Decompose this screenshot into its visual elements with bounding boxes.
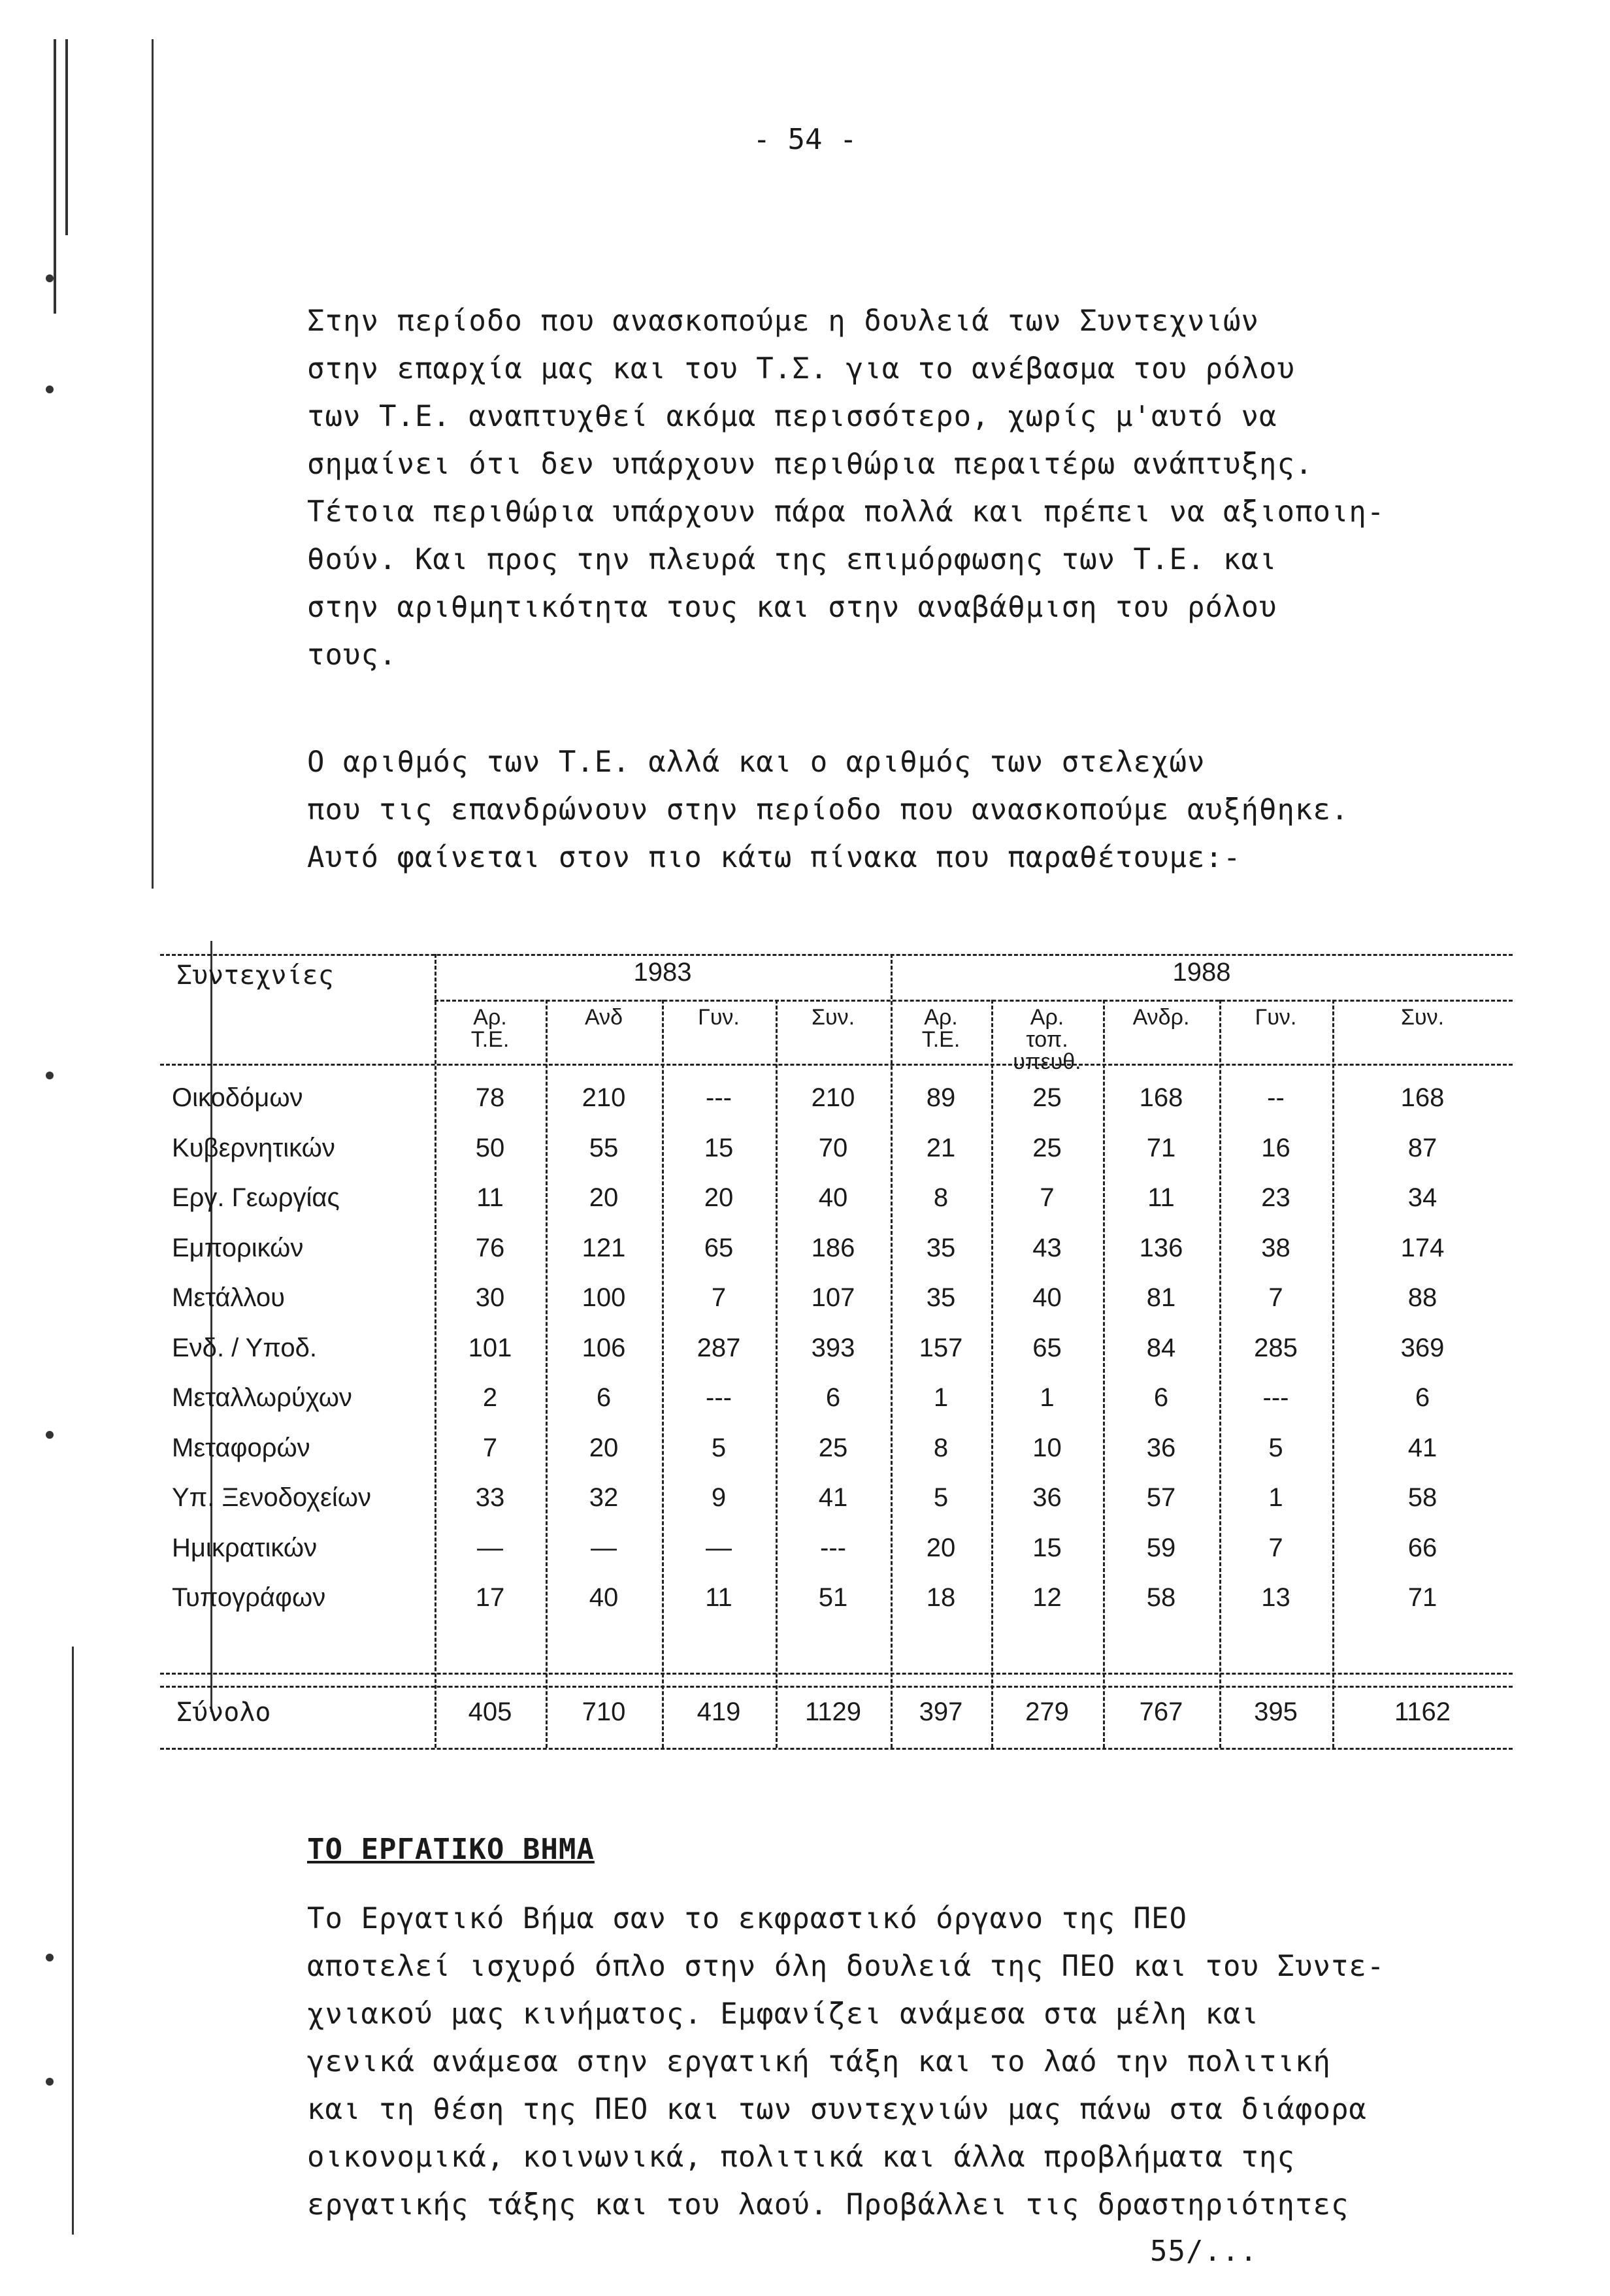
table-cell: 25: [1032, 1083, 1062, 1112]
continuation-marker: 55/...: [1150, 2235, 1258, 2268]
table-cell: 20: [926, 1533, 956, 1562]
table-cell: 101: [468, 1333, 512, 1362]
table-cell: 285: [1254, 1333, 1298, 1362]
table-cell: 8: [933, 1433, 949, 1462]
table-cell: 58: [1146, 1583, 1176, 1612]
table-cell: 57: [1146, 1483, 1176, 1512]
margin-binder-dot: [46, 1954, 54, 1961]
total-cell: 419: [697, 1697, 741, 1726]
year-1983-header: 1983: [633, 958, 692, 987]
table-cell: 7: [1268, 1283, 1283, 1312]
column-header: Αρ. τοπ. υπευθ.: [1013, 1005, 1081, 1074]
table-cell: 107: [811, 1283, 855, 1312]
table-cell: 11: [705, 1583, 732, 1612]
total-cell: 279: [1025, 1697, 1069, 1726]
table-cell: 59: [1146, 1533, 1176, 1562]
table-rule: [160, 1064, 1513, 1066]
table-cell: 40: [1032, 1283, 1062, 1312]
total-cell: 395: [1254, 1697, 1298, 1726]
column-header: Συν.: [1400, 1005, 1445, 1030]
table-rule: [160, 1673, 1513, 1675]
row-label: Μεταφορών: [172, 1433, 310, 1462]
table-cell: 65: [1032, 1333, 1062, 1362]
table-cell: 43: [1032, 1233, 1062, 1262]
table-rule: [160, 1686, 1513, 1688]
table-cell: 7: [482, 1433, 498, 1462]
table-cell: —: [591, 1533, 617, 1562]
column-header: Γυν.: [698, 1005, 740, 1030]
column-header: Συν.: [811, 1005, 855, 1030]
table-cell: 7: [711, 1283, 727, 1312]
table-cell: ---: [706, 1383, 732, 1412]
table-cell: 12: [1032, 1583, 1062, 1612]
table-cell: 186: [811, 1233, 855, 1262]
row-label: Μεταλλωρύχων: [172, 1383, 352, 1412]
table-cell: 2: [482, 1383, 498, 1412]
table-cell: —: [706, 1533, 732, 1562]
table-cell: 32: [589, 1483, 619, 1512]
table-cell: 5: [711, 1433, 727, 1462]
total-cell: 1162: [1394, 1697, 1451, 1726]
table-cell: 40: [818, 1183, 848, 1212]
table-cell: 70: [818, 1133, 848, 1162]
row-label: Υπ. Ξενοδοχείων: [172, 1483, 371, 1512]
table-cell: 15: [704, 1133, 734, 1162]
table-cell: 1: [1268, 1483, 1283, 1512]
table-cell: 5: [1268, 1433, 1283, 1462]
table-cell: 71: [1407, 1583, 1438, 1612]
table-cell: 8: [933, 1183, 949, 1212]
table-cell: —: [477, 1533, 503, 1562]
table-cell: 393: [811, 1333, 855, 1362]
table-cell: 35: [926, 1233, 956, 1262]
table-cell: 17: [475, 1583, 505, 1612]
total-cell: 767: [1139, 1697, 1183, 1726]
table-cell: 66: [1407, 1533, 1438, 1562]
table-cell: 25: [1032, 1133, 1062, 1162]
table-cell: 35: [926, 1283, 956, 1312]
table-rule: [160, 954, 1513, 956]
table-cell: 13: [1261, 1583, 1290, 1612]
page-number: - 54 -: [753, 123, 857, 156]
column-header: Αρ. Τ.Ε.: [470, 1005, 510, 1052]
table-cell: 1: [1040, 1383, 1055, 1412]
table-cell: 76: [475, 1233, 505, 1262]
table-cell: 6: [596, 1383, 612, 1412]
table-cell: 38: [1261, 1233, 1290, 1262]
table-cell: 81: [1146, 1283, 1176, 1312]
margin-binder-dot: [46, 385, 54, 393]
table-cell: 287: [697, 1333, 741, 1362]
table-cell: ---: [706, 1083, 732, 1112]
table-cell: 6: [1415, 1383, 1430, 1412]
table-cell: 6: [825, 1383, 841, 1412]
table-cell: 36: [1146, 1433, 1176, 1462]
unions-table: [160, 941, 1513, 1754]
table-cell: 89: [926, 1083, 956, 1112]
table-cell: 58: [1407, 1483, 1438, 1512]
table-cell: 106: [582, 1333, 626, 1362]
total-row-label: Σύνολο: [176, 1697, 271, 1728]
column-header: Ανδρ.: [1132, 1005, 1190, 1030]
row-label: Εμπορικών: [172, 1233, 304, 1262]
table-cell: 21: [926, 1133, 956, 1162]
column-header: Ανδ: [585, 1005, 623, 1030]
table-cell: --: [1267, 1083, 1285, 1112]
table-cell: ---: [820, 1533, 846, 1562]
table-cell: 1: [933, 1383, 949, 1412]
table-cell: 20: [704, 1183, 734, 1212]
table-cell: 210: [582, 1083, 626, 1112]
table-cell: 25: [818, 1433, 848, 1462]
table-cell: 87: [1407, 1133, 1438, 1162]
row-label: Οικοδόμων: [172, 1083, 303, 1112]
margin-binder-dot: [46, 274, 54, 282]
table-cell: 168: [1139, 1083, 1183, 1112]
table-cell: 11: [1147, 1183, 1175, 1212]
table-cell: 84: [1146, 1333, 1176, 1362]
column-header: Γυν.: [1255, 1005, 1297, 1030]
margin-binder-dot: [46, 1072, 54, 1079]
table-cell: 210: [811, 1083, 855, 1112]
table-cell: 23: [1261, 1183, 1290, 1212]
table-cell: 16: [1261, 1133, 1290, 1162]
table-cell: 30: [475, 1283, 505, 1312]
section-paragraph: Το Εργατικό Βήμα σαν το εκφραστικό όργανο της ΠΕΟ αποτελεί ισχυρό όπλο στην όλη δουλειά της ΠΕΟ και του Συντε- χνιακού μας κινήματος. Εμφανίζει ανάμεσα στα μέλη και γενικά ανάμεσα στην εργατική τάξη και το λαό την πολιτική και τη θέση της ΠΕΟ και των συντεχνιών μας πάνω στα διάφορα οικονομικά, κοινωνικά, πολιτικά και άλλα προβλήματα της εργατικής τάξης και του λαού. Προβάλλει τις δραστηριότητες: [307, 1902, 1385, 2222]
table-cell: 18: [926, 1583, 956, 1612]
year-1988-header: 1988: [1172, 958, 1231, 987]
table-cell: 78: [475, 1083, 505, 1112]
total-cell: 397: [919, 1697, 963, 1726]
table-cell: 36: [1032, 1483, 1062, 1512]
table-cell: 88: [1407, 1283, 1438, 1312]
margin-binder-line: [152, 39, 154, 889]
table-cell: 41: [1407, 1433, 1438, 1462]
table-cell: 15: [1032, 1533, 1062, 1562]
table-cell: 9: [711, 1483, 727, 1512]
row-label: Κυβερνητικών: [172, 1133, 335, 1162]
row-label: Ενδ. / Υποδ.: [172, 1333, 318, 1362]
table-cell: 7: [1040, 1183, 1055, 1212]
total-cell: 405: [468, 1697, 512, 1726]
margin-binder-line: [72, 1647, 74, 2235]
table-intro-paragraph: Ο αριθμός των Τ.Ε. αλλά και ο αριθμός των στελεχών που τις επανδρώνουν στην περίοδο που ανασκοπούμε αυξήθηκε. Αυτό φαίνεται στον πιο κάτω πίνακα που παραθέτουμε:-: [307, 746, 1349, 874]
table-cell: 10: [1032, 1433, 1062, 1462]
row-label: Τυπογράφων: [172, 1583, 326, 1612]
table-cell: 157: [919, 1333, 963, 1362]
margin-binder-dot: [46, 2078, 54, 2086]
table-rule: [435, 1000, 1513, 1002]
table-corner-label: Συντεχνίες: [176, 960, 334, 991]
table-cell: 71: [1146, 1133, 1176, 1162]
table-cell: 121: [582, 1233, 626, 1262]
table-cell: 55: [589, 1133, 619, 1162]
table-cell: 33: [475, 1483, 505, 1512]
table-cell: 40: [589, 1583, 619, 1612]
table-cell: 369: [1400, 1333, 1445, 1362]
table-cell: ---: [1262, 1383, 1289, 1412]
table-cell: 5: [933, 1483, 949, 1512]
table-cell: 7: [1268, 1533, 1283, 1562]
total-cell: 710: [582, 1697, 626, 1726]
row-label: Εργ. Γεωργίας: [172, 1183, 340, 1212]
table-cell: 11: [476, 1183, 504, 1212]
table-cell: 34: [1407, 1183, 1438, 1212]
margin-binder-line: [54, 39, 56, 314]
section-title: ΤΟ ΕΡΓΑΤΙΚΟ ΒΗΜΑ: [307, 1833, 595, 1866]
table-cell: 65: [704, 1233, 734, 1262]
table-cell: 100: [582, 1283, 626, 1312]
table-cell: 51: [818, 1583, 848, 1612]
table-cell: 136: [1139, 1233, 1183, 1262]
table-cell: 174: [1400, 1233, 1445, 1262]
total-cell: 1129: [804, 1697, 861, 1726]
column-header: Αρ. Τ.Ε.: [921, 1005, 961, 1052]
row-label: Ημικρατικών: [172, 1533, 318, 1562]
table-cell: 41: [818, 1483, 848, 1512]
row-label: Μετάλλου: [172, 1283, 286, 1312]
table-cell: 50: [475, 1133, 505, 1162]
table-rule: [160, 1748, 1513, 1750]
table-cell: 20: [589, 1183, 619, 1212]
table-cell: 6: [1153, 1383, 1169, 1412]
margin-binder-dot: [46, 1431, 54, 1439]
table-cell: 168: [1400, 1083, 1445, 1112]
intro-paragraph: Στην περίοδο που ανασκοπούμε η δουλειά των Συντεχνιών στην επαρχία μας και του Τ.Σ. για το ανέβασμα του ρόλου των Τ.Ε. αναπτυχθεί ακόμα περισσότερο, χωρίς μ'αυτό να σημαίνει ότι δεν υπάρχουν περιθώρια περαιτέρω ανάπτυξης. Τέτοια περιθώρια υπάρχουν πάρα πολλά και πρέπει να αξιοποιη- θούν. Και προς την πλευρά της επιμόρφωσης των Τ.Ε. και στην αριθμητικότητα τους και στην αναβάθμιση του ρόλου τους.: [307, 304, 1385, 672]
table-cell: 20: [589, 1433, 619, 1462]
